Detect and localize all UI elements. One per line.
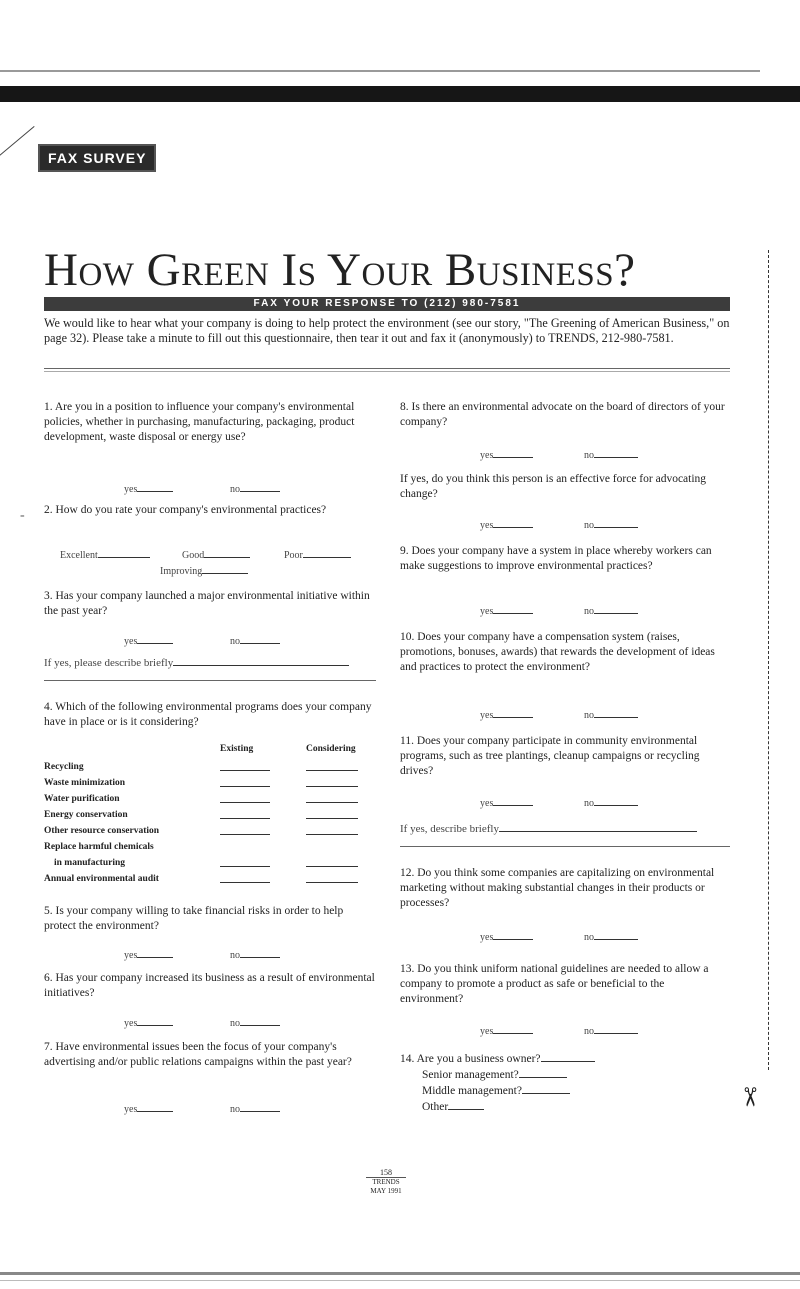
blank-water-considering[interactable] <box>306 802 358 803</box>
fax-survey-badge: FAX SURVEY <box>38 144 156 172</box>
q4-row-audit: Annual environmental audit <box>44 874 159 884</box>
q12-yes[interactable]: yes <box>480 930 533 945</box>
q2-improving[interactable]: Improving <box>160 564 248 579</box>
q8-followup: If yes, do you think this person is an effective force for advocating change? <box>400 473 707 500</box>
cut-line <box>768 250 770 1070</box>
q14-senior[interactable]: Senior management? <box>422 1068 567 1083</box>
top-rule <box>0 70 760 72</box>
q14-middle[interactable]: Middle management? <box>422 1084 570 1099</box>
blank-chemicals-considering[interactable] <box>306 866 358 867</box>
question-11: 11. Does your company participate in community environmental programs, such as tree plantings, cleanup campaigns or recycling drives? <box>400 735 700 777</box>
q11-no[interactable]: no <box>584 796 638 811</box>
q7-no[interactable]: no <box>230 1102 280 1117</box>
q4-row-manufacturing: in manufacturing <box>54 858 125 868</box>
fax-response-bar: FAX YOUR RESPONSE TO (212) 980-7581 <box>44 297 730 311</box>
q11-yes[interactable]: yes <box>480 796 533 811</box>
q4-row-resource: Other resource conservation <box>44 826 160 836</box>
q4-col-considering: Considering <box>306 744 356 754</box>
question-1: 1. Are you in a position to influence your company's environmental policies, whether in purchasing, manufacturing, packaging, product development, waste disposal or energy use? <box>44 401 355 443</box>
q14-other[interactable]: Other <box>422 1100 484 1115</box>
intro-divider-2 <box>44 371 730 372</box>
q10-yes[interactable]: yes <box>480 708 533 723</box>
question-10: 10. Does your company have a compensation system (raises, promotions, bonuses, awards) that rewards the development of ideas and practices to protect the environment? <box>400 631 715 673</box>
corner-mark <box>0 126 35 159</box>
q4-row-waste: Waste minimization <box>44 778 126 788</box>
blank-chemicals-existing[interactable] <box>220 866 270 867</box>
q7-yes[interactable]: yes <box>124 1102 173 1117</box>
q2-excellent[interactable]: Excellent <box>60 548 150 563</box>
q5-yes[interactable]: yes <box>124 948 173 963</box>
q8-yes[interactable]: yes <box>480 448 533 463</box>
q8b-no[interactable]: no <box>584 518 638 533</box>
q8b-yes[interactable]: yes <box>480 518 533 533</box>
question-14[interactable]: 14. Are you a business owner? <box>400 1052 595 1067</box>
q4-col-existing: Existing <box>220 744 254 754</box>
question-7: 7. Have environmental issues been the focus of your company's advertising and/or public relations campaigns within the past year? <box>44 1041 352 1068</box>
question-4: 4. Which of the following environmental programs does your company have in place or is it considering? <box>44 701 372 728</box>
question-8: 8. Is there an environmental advocate on the board of directors of your company? <box>400 401 725 428</box>
q12-no[interactable]: no <box>584 930 638 945</box>
q4-row-recycling: Recycling <box>44 762 84 772</box>
question-3: 3. Has your company launched a major environmental initiative within the past year? <box>44 590 370 617</box>
q2-poor[interactable]: Poor <box>284 548 351 563</box>
q3-yes[interactable]: yes <box>124 634 173 649</box>
intro-text: We would like to hear what your company is doing to help protect the environment (see our story, "The Greening of American Business," on page 32). Please take a minute to fill out this questionnaire, then tear it out and fax it (anonymously) to TRENDS, 212-980-7581. <box>44 316 730 345</box>
page-number: 158 <box>380 1168 392 1177</box>
blank-waste-considering[interactable] <box>306 786 358 787</box>
q1-no[interactable]: no <box>230 482 280 497</box>
q9-no[interactable]: no <box>584 604 638 619</box>
q4-row-energy: Energy conservation <box>44 810 128 820</box>
blank-resource-considering[interactable] <box>306 834 358 835</box>
blank-waste-existing[interactable] <box>220 786 270 787</box>
bottom-rule <box>0 1272 800 1275</box>
q3-no[interactable]: no <box>230 634 280 649</box>
question-2: 2. How do you rate your company's environmental practices? <box>44 504 327 516</box>
q9-yes[interactable]: yes <box>480 604 533 619</box>
q1-yes[interactable]: yes <box>124 482 173 497</box>
question-9: 9. Does your company have a system in place whereby workers can make suggestions to improve environmental practices? <box>400 545 712 572</box>
blank-audit-considering[interactable] <box>306 882 358 883</box>
page-footer <box>366 1168 406 1196</box>
intro-divider <box>44 368 730 369</box>
q5-no[interactable]: no <box>230 948 280 963</box>
blank-resource-existing[interactable] <box>220 834 270 835</box>
question-5: 5. Is your company willing to take financial risks in order to help protect the environment? <box>44 905 344 932</box>
q2-good[interactable]: Good <box>182 548 250 563</box>
q4-row-chemicals: Replace harmful chemicals <box>44 842 154 852</box>
question-6: 6. Has your company increased its business as a result of environmental initiatives? <box>44 972 375 999</box>
footer-date: MAY 1991 <box>370 1187 402 1195</box>
q8-no[interactable]: no <box>584 448 638 463</box>
q11-describe[interactable]: If yes, describe briefly <box>400 822 697 837</box>
q6-yes[interactable]: yes <box>124 1016 173 1031</box>
question-13: 13. Do you think uniform national guidelines are needed to allow a company to promote a product as safe or beneficial to the environment? <box>400 963 709 1005</box>
bottom-rule-2 <box>0 1280 800 1281</box>
left-margin-mark: - <box>20 508 25 523</box>
footer-publication: TRENDS <box>366 1177 406 1187</box>
q11-rule <box>400 846 730 847</box>
q3-describe[interactable]: If yes, please describe briefly <box>44 656 349 671</box>
top-black-bar <box>0 86 800 102</box>
blank-energy-considering[interactable] <box>306 818 358 819</box>
blank-audit-existing[interactable] <box>220 882 270 883</box>
blank-recycling-existing[interactable] <box>220 770 270 771</box>
q6-no[interactable]: no <box>230 1016 280 1031</box>
q13-yes[interactable]: yes <box>480 1024 533 1039</box>
page-title: How Green Is Your Business? <box>44 244 636 296</box>
question-12: 12. Do you think some companies are capitalizing on environmental marketing without making substantial changes in their products or processes? <box>400 867 715 909</box>
blank-energy-existing[interactable] <box>220 818 270 819</box>
q10-no[interactable]: no <box>584 708 638 723</box>
q3-rule <box>44 680 376 681</box>
q4-row-water: Water purification <box>44 794 120 804</box>
blank-water-existing[interactable] <box>220 802 270 803</box>
blank-recycling-considering[interactable] <box>306 770 358 771</box>
scissors-icon: ✂ <box>734 1086 764 1108</box>
q13-no[interactable]: no <box>584 1024 638 1039</box>
